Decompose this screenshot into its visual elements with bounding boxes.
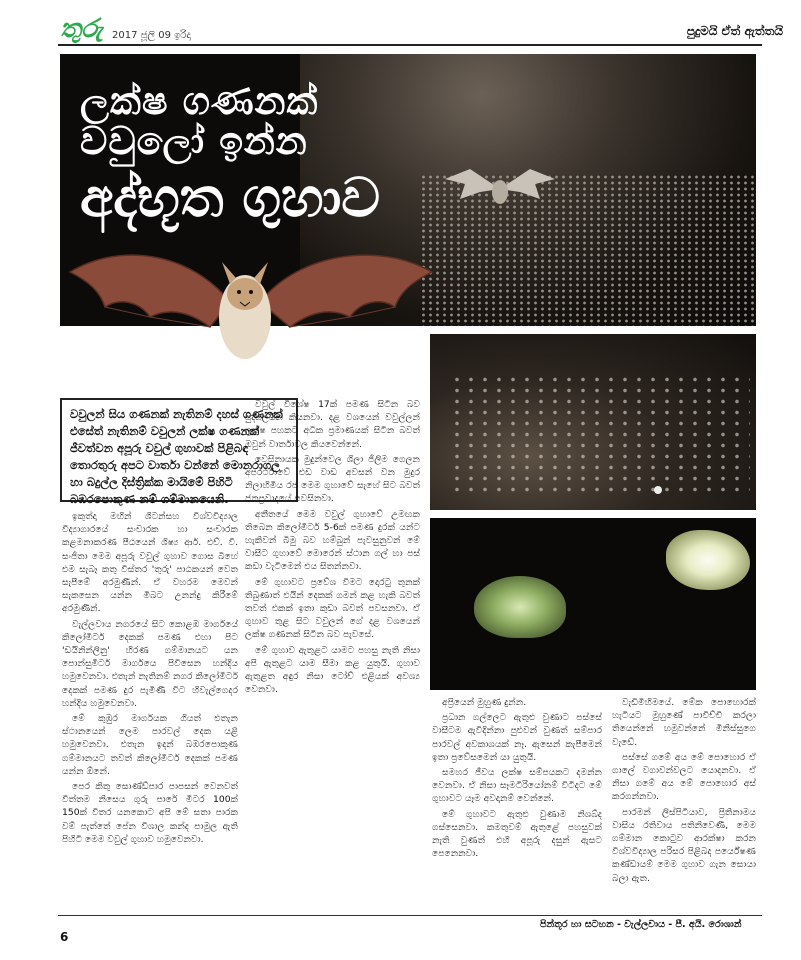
- article-column-1: [62, 510, 238, 928]
- headline-line-3: අද්භූත ගුහාව: [80, 165, 381, 229]
- intro-box: වවුලන් සිය ගණනක් නැතිනම් දහස් ගණනක් එසේත් නැතිනම් වවුලන් ලක්ෂ ගණනක් ජීවත්වන අපූරු වවුල් ගුහාවක් පිළිබඳ තොරතුරු අපට වාර්තා වන්නේ මොනරාගල හා බදුල්ල දිස්ත්‍රික්ක මායිමේ පිහිටි බඹරපොකුණ නම් ගම්මානයෙනි.: [60, 398, 298, 502]
- photo-credit: පින්තූර හා සටහන - වැල්ලවාය - පී. අයි. රොශාන්: [540, 919, 742, 930]
- headline-line-2: වවුලෝ ඉන්න: [80, 118, 308, 163]
- carousel-dot: [654, 486, 662, 494]
- article-column-3: [432, 696, 602, 928]
- paragraph: සමහර ජීවය ලක්ෂ සම්පයකට දමන්න වෙනවා. ඒ නිසා සෑමටිරියෝනම් විටිදට මේ ගුහාවට යෑම අවදානම් වෙන්නේ.: [432, 767, 602, 805]
- paragraph: මේ ගුහාවට ඇතුළු වුණාම නිශබ්ද ගස්සෙනවා. කමතුවම් ඇතුළේ පහසුවක් නැති වුණත් එහි අපූරු දසුන් ඇසට පෙනෙනවා.: [432, 808, 602, 860]
- paragraph: ප්‍රධාන ගල්ලෙට ඇතුළු වුණාට පස්සේ වාසීටම ඇවිදින්නා පුළුවන් වුණත් සම්පාර පාරවල් අවකාශයක් නෑ. ඇසෙන් කැපීමෙන් ඉතා ප්‍රවේසමෙන් යා යුතුයි.: [432, 712, 602, 763]
- header-rule: [58, 44, 762, 46]
- paragraph: මේ ගුහාව ඇතුළට යාමට පහසු නැති නිසා අපි ඇතුළට යාම සීමා කළ යුතුයි. ගුහාව ඇතුළත අඳුර නිසා ටෝච් එළියක් අවශ්‍ය වෙනවා.: [245, 644, 420, 696]
- paragraph: ඉකුත්දා මහින් ශිටන්සහ විශ්වවිද්‍යාල විද්‍යාගාරයේ සංචාරක හා සංචාරක කළමනාකරණ පීඨයෙන් ශිෂ්‍ය ආර්. එච්. වී. සංජිතා මෙම අපූරු වවුල් ගුහාව ගොස බිහේ එම සැබෑ කතු විස්තර 'තුරු' පාඨකයන් වෙත සැපීමේ අරමුණින්. ඒ වහරම මෙවන් සැකසෙන යන්න මිබට උනන්දු කිරීමේ අරමුණින්.: [62, 511, 238, 615]
- roosting-bats-texture: [450, 374, 750, 494]
- headline: [80, 79, 410, 229]
- section-title: පුදුමයි ඒත් ඇත්තයි: [686, 24, 783, 38]
- paragraph: අප්‍රියෙන් මුහුණ දුන්න.: [442, 697, 527, 708]
- paragraph: පාරමන් ලිස්පිටියාව, ප්‍රිතිනාමය වාසිය රතිවාය පතිනිවෙණී, මෙම ගම්මාන කොටුව ආරක්ෂා කරන විශ්වවිද්‍යාල පරිසර පිළිබද පර්යේෂණ කණ්ඩායම් මෙම ගුහාව ගැන සොයා බලා ඇත.: [612, 806, 756, 884]
- headline-line-1: ලක්ෂ ගණනක්: [80, 79, 319, 123]
- cave-opening-left: [474, 576, 566, 638]
- bat-illustration: [60, 232, 440, 392]
- paragraph: වැල්ලවාය නගරයේ සිට කොළඹ මාර්ගයේ කිලෝමීටර් දෙකක් පමණ එහා පිට 'ඩයිනින්ලිනු' හිරණ ගම්මානයට යන පොන්සුමීටර් මාර්ගයෙ පිවිසෙන හන්දිය හමුවෙනවා. එතැන් නැතිනම් නගර කිලෝමීටර් දෙකක් පමණ දුර පැමිණි විට හිවැල්ගෙදර හන්දිය හමුවෙනවා.: [62, 618, 238, 709]
- paragraph: වෙසිනායක මුදුන්වෙල ශිලා ජිලිම ගෙලන අපරර්ථාවේ එඩ වාඩ අවසන් වන මුදුර නිලාහිමිය රජ මෙම ගුහාවේ සැහේ සිට බවත් ජනප්‍රවාදයේ පවසිනවා.: [245, 453, 420, 505]
- article-column-4: [612, 696, 756, 928]
- paragraph: මේ කුඹුර මාර්ගයක ගියත් එතැන ස්ථානයෙන් ලෙම පාරවල් දෙක යළි හමුවෙනවා. එතැන ඉදන් බඹරපොකුණ ගම්මානයට තවත් කිලෝමීටර් දෙකක් පමණ යන්න ඕනේ.: [62, 713, 238, 777]
- paragraph: අතීතයේ මෙම වවුල් ගුහාවේ උමඟක තිබෙන කිලෝමීටර් 5-6ක් පමණ දුරක් යන්ට හැකිවන් බිමු බව හම්බුන් පැවසුනුවන් මේ වාසීට ගුහාවේ මොරෙන් ස්ථාන ගල් හා පස් කඩා වැටීමෙන් එය සිතන්නවා.: [245, 508, 420, 573]
- paragraph: වවුල් විශේෂ 17ක් පමණ සිටින බව පුද්ගලයින් කියනවා. දළ වශයෙන් වවුල්ලන් ලක්ෂ පහකට අධික ප්‍රමාණයක් සිටින බවත් ඔවුන් වාර්තාවල කියවෙන්නේ.: [245, 399, 420, 450]
- paragraph: පස්සේ ගමේ අය මේ පොහොර ඒ ගාලේ වගාවන්වලට යොදනවා. ඒ නිසා ගමේ අය මේ පොහොර අස් කරගන්නවා.: [612, 751, 756, 803]
- cave-entrance-photo: [430, 518, 756, 690]
- masthead-logo: තුරු: [60, 14, 103, 44]
- cave-opening-right: [666, 530, 750, 590]
- paragraph: මේ ගුහාවට ප්‍රවේශ විමට දොරටු තුනක් තිබුණාත් එයින් දෙකක් ගමන් කළ හැකි බවත් තවත් එකක් ඉතා කුඩා බවත් පවසනවා. ඒ ගුහාව තුළ සිට වවුලන් ගේ දළ වශයෙන් ලක්ෂ ගණනක් සිටින බව පැවසේ.: [245, 576, 420, 641]
- page-number: 6: [60, 930, 69, 944]
- cave-bats-photo: [430, 334, 756, 510]
- paragraph: වැඩිමිහිමයේ. මේක පොහොරක් හැටියට මුහුණේ පාවිච්චි කරලා තියෙන්නේ හමුවන්නේ මිනිස්සුගෙ වැඩේ.: [612, 697, 756, 748]
- paragraph: පෙර කිතු සොණ්ඩ්පාර පාපසන් වෙනවත් විත්තම නිසෙය ගුරු පාරේ මීටර 100ක් 150ක් විතර යනකොට අපි මේ සතා පාරක වම් පැත්තේ පේන විශාල කන්ද පාමුල ඇති පිහිටි මෙම වවුල් ගුහාව හමුවෙනවා.: [62, 781, 238, 845]
- footer-rule: [58, 915, 762, 916]
- issue-date: 2017 ජූලි 09 ඉරිදා: [112, 30, 191, 41]
- flying-bat-graphic: [440, 154, 560, 224]
- article-column-2: [245, 398, 420, 928]
